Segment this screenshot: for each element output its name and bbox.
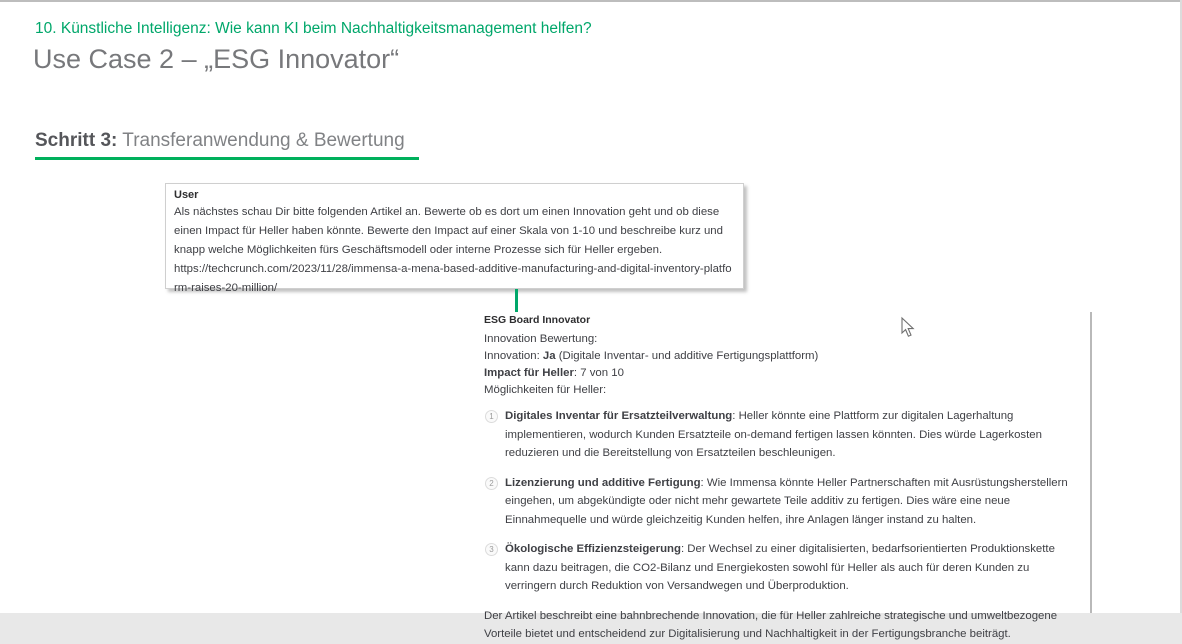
page-title: Use Case 2 – „ESG Innovator“ — [33, 44, 400, 74]
innovation-value: Ja — [542, 350, 556, 362]
section-heading — [35, 130, 405, 152]
list-number-badge: 2 — [485, 477, 498, 490]
innovation-detail: (Digitale Inventar- und additive Fertigungsplattform) — [555, 350, 819, 362]
list-number-badge: 1 — [485, 410, 498, 423]
possibility-list — [484, 407, 1078, 596]
lecture-title: 10. Künstliche Intelligenz: Wie kann KI beim Nachhaltigkeitsmanagement helfen? — [35, 20, 592, 37]
list-item — [484, 474, 1078, 530]
rating-heading: Innovation Bewertung: — [484, 333, 598, 345]
assistant-message — [484, 314, 1078, 644]
possibilities-heading: Möglichkeiten für Heller: — [484, 384, 607, 396]
top-border-line — [0, 0, 1182, 2]
list-item-text: : Der Wechsel zu einer digitalisierten, bedarfsorientierten Produktionskette kann dazu beitragen, die CO2-Bilanz und Energiekosten sowohl für Heller als auch für deren Kunden zu verringern durch Reduktion von Versandwegen und Überproduktion. — [505, 543, 1055, 592]
list-item-text: : Wie Immensa könnte Heller Partnerschaften mit Ausrüstungsherstellern eingehen, um abgekündigte oder nicht mehr gewartete Teile additiv zu fertigen. Dies wäre eine neue Einnahmequelle und würde gleichzeitig Kunden helfen, ihre Anlagen länger instand zu halten. — [505, 476, 1068, 526]
list-number-badge: 3 — [485, 543, 498, 556]
impact-line — [484, 365, 1078, 382]
section-underline — [35, 157, 419, 160]
innovation-line — [484, 348, 1078, 365]
list-item — [484, 407, 1078, 463]
list-item-text: : Heller könnte eine Plattform zur digitalen Lagerhaltung implementieren, wodurch Kunden Ersatzteile on-demand fertigen lassen könnten. Dies würde Lagerkosten reduzieren und die Bereitstellung von Ersatzteilen beschleunigen. — [505, 410, 1042, 459]
section-step-label: Schritt 3: — [35, 130, 118, 151]
list-item-title: Lizenzierung und additive Fertigung — [505, 476, 701, 489]
connector-line — [515, 289, 518, 312]
list-item — [484, 540, 1078, 596]
innovation-label: Innovation: — [484, 350, 543, 362]
content-right-rule — [1090, 312, 1092, 613]
section-step-title: Transferanwendung & Bewertung — [117, 130, 405, 151]
user-message-author: User — [174, 189, 199, 201]
user-message-card — [165, 183, 744, 294]
impact-label: Impact für Heller — [484, 367, 574, 379]
user-message-url: https://techcrunch.com/2023/11/28/immensa-a-mena-based-additive-manufacturing-and-digital-inventory-platform-raises-20-million/ — [174, 263, 732, 294]
impact-value: : 7 von 10 — [573, 367, 624, 379]
list-item-title: Digitales Inventar für Ersatzteilverwaltung — [505, 410, 733, 422]
closing-paragraph: Der Artikel beschreibt eine bahnbrechende Innovation, die für Heller zahlreiche strategische und umweltbezogene Vorteile bietet und entscheidend zur Digitalisierung und Nachhaltigkeit in der Fertigungsbranche beiträgt. — [484, 609, 1058, 640]
mouse-cursor — [901, 317, 915, 338]
assistant-author: ESG Board Innovator — [484, 314, 591, 326]
user-message-body: Als nächstes schau Dir bitte folgenden Artikel an. Bewerte ob es dort um einen Innovation geht und ob diese einen Impact für Heller haben könnte. Bewerte den Impact auf einer Skala von 1-10 und beschreibe kurz und knapp welche Möglichkeiten fürs Geschäftsmodell oder interne Prozesse sich für Heller ergeben. — [174, 206, 723, 256]
list-item-title: Ökologische Effizienzsteigerung — [505, 543, 681, 555]
